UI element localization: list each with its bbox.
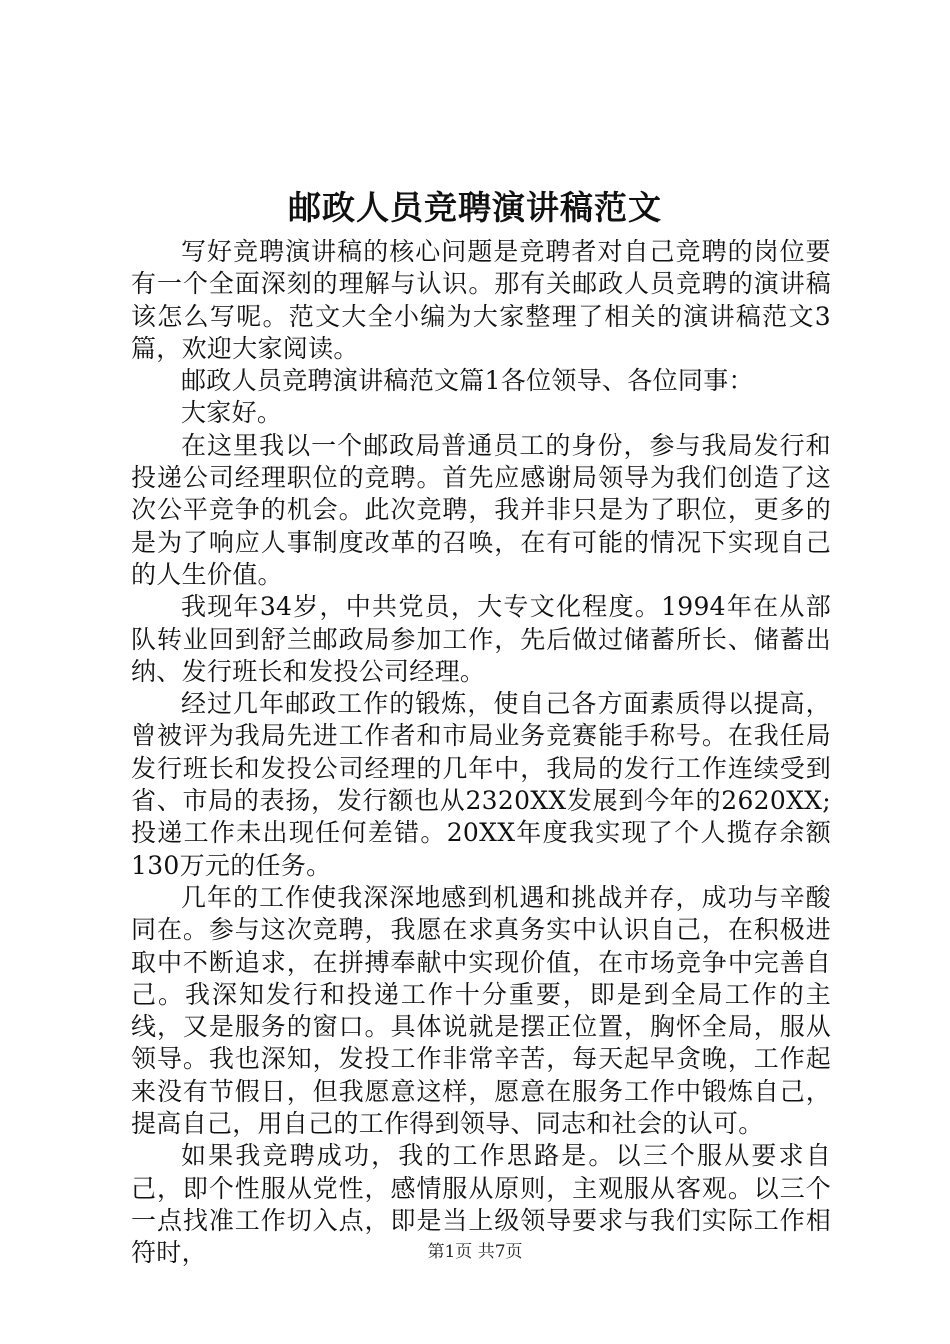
document-title: 邮政人员竞聘演讲稿范文 — [288, 188, 662, 227]
paragraph-plan: 如果我竞聘成功，我的工作思路是。以三个服从要求自己，即个性服从党性，感情服从原则，主观服从客观。以三个一点找准工作切入点，即是当上级领导要求与我们实际工作相符时， — [131, 1141, 831, 1268]
paragraph-greeting: 大家好。 — [181, 398, 283, 428]
paragraph-background: 我现年34岁，中共党员，大专文化程度。1994年在从部队转业回到舒兰邮政局参加工作，先后做过储蓄所长、储蓄出纳、发行班长和发投公司经理。 — [131, 592, 831, 686]
page-number-footer: 第1页 共7页 — [427, 1242, 523, 1262]
paragraph-intro: 写好竞聘演讲稿的核心问题是竞聘者对自己竞聘的岗位要有一个全面深刻的理解与认识。那有关邮政人员竞聘的演讲稿该怎么写呢。范文大全小编为大家整理了相关的演讲稿范文3篇，欢迎大家阅读。 — [131, 237, 831, 363]
paragraph-salutation: 邮政人员竞聘演讲稿范文篇1各位领导、各位同事： — [181, 366, 754, 396]
paragraph-reflection: 几年的工作使我深深地感到机遇和挑战并存，成功与辛酸同在。参与这次竞聘，我愿在求真务实中认识自己，在积极进取中不断追求，在拼搏奉献中实现价值，在市场竞争中完善自己。我深知发行和投递工作十分重要，即是到全局工作的主线，又是服务的窗口。具体说就是摆正位置，胸怀全局，服从领导。我也深知，发投工作非常辛苦，每天起早贪晚，工作起来没有节假日，但我愿意这样，愿意在服务工作中锻炼自己，提高自己，用自己的工作得到领导、同志和社会的认可。 — [131, 882, 831, 1139]
paragraph-purpose: 在这里我以一个邮政局普通员工的身份，参与我局发行和投递公司经理职位的竞聘。首先应感谢局领导为我们创造了这次公平竞争的机会。此次竞聘，我并非只是为了职位，更多的是为了响应人事制度改革的召唤，在有可能的情况下实现自己的人生价值。 — [131, 430, 831, 589]
paragraph-achievements: 经过几年邮政工作的锻炼，使自己各方面素质得以提高，曾被评为我局先进工作者和市局业务竞赛能手称号。在我任局发行班长和发投公司经理的几年中，我局的发行工作连续受到省、市局的表扬，发行额也从2320XX发展到今年的2620XX;投递工作未出现任何差错。20XX年度我实现了个人揽存余额130万元的任务。 — [131, 689, 831, 880]
document-body — [131, 236, 831, 1270]
